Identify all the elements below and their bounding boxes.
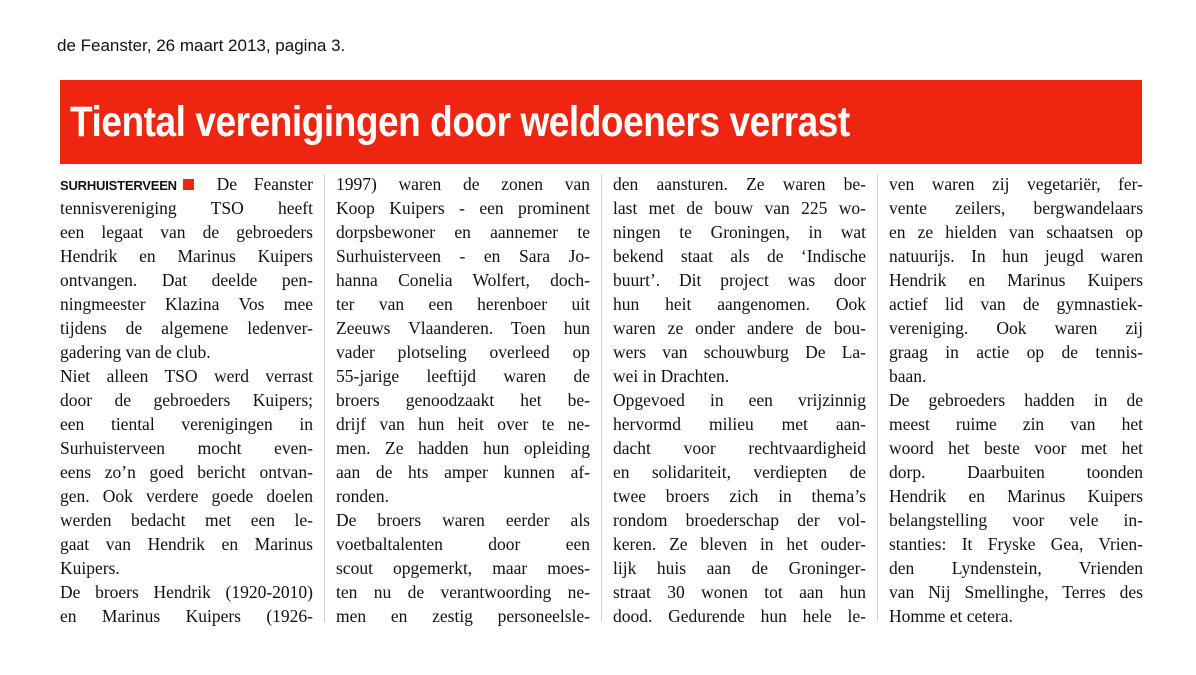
column-line: keren. Ze bleven in het ouder- (613, 534, 866, 554)
column-line: gadering van de club. (60, 342, 211, 362)
column-line: Hendrik en Marinus Kuipers (60, 246, 313, 266)
column-line: hanna Conelia Wolfert, doch- (336, 270, 590, 290)
column-line: 1997) waren de zonen van (336, 174, 590, 194)
column-line: men en zestig personeelsle- (336, 606, 590, 626)
column-line: drijf van hun heit over te ne- (336, 414, 590, 434)
column-line: tennisvereniging TSO heeft (60, 198, 313, 218)
column-line: straat 30 wonen tot aan hun (613, 582, 866, 602)
column-line: en ze hielden van schaatsen op (889, 222, 1143, 242)
column-line: werden bedacht met een le- (60, 510, 313, 530)
column-line: eens zo’n goed bericht ontvan- (60, 462, 313, 482)
column-line: wers van schouwburg De La- (613, 342, 866, 362)
column-line: ronden. (336, 486, 389, 506)
column-line: Opgevoed in een vrijzinnig (613, 390, 866, 410)
column-line (60, 172, 313, 196)
column-line: den aansturen. Ze waren be- (613, 174, 866, 194)
column-line: 55-jarige leeftijd waren de (336, 366, 590, 386)
column-line: hun heit aangenomen. Ook (613, 294, 866, 314)
column-line: meest ruime zin van het (889, 414, 1143, 434)
column-line: Koop Kuipers - een prominent (336, 198, 590, 218)
column-line: gen. Ook verdere goede doelen (60, 486, 313, 506)
column-line: ningen te Groningen, in wat (613, 222, 866, 242)
dateline: SURHUISTERVEEN (60, 178, 177, 193)
column-divider (601, 174, 602, 622)
column-line: stanties: It Fryske Gea, Vrien- (889, 534, 1143, 554)
column-line: Hendrik en Marinus Kuipers (889, 486, 1143, 506)
article-headline: Tiental verenigingen door weldoeners verrast (70, 98, 850, 146)
column-line: een tiental verenigingen in (60, 414, 313, 434)
column-line: Hendrik en Marinus Kuipers (889, 270, 1143, 290)
column-line: last met de bouw van 225 wo- (613, 198, 866, 218)
column-line: gaat van Hendrik en Marinus (60, 534, 313, 554)
column-line: dorp. Daarbuiten toonden (889, 462, 1143, 482)
column-line: De broers waren eerder als (336, 510, 590, 530)
article-column-4 (889, 172, 1143, 628)
source-citation: de Feanster, 26 maart 2013, pagina 3. (57, 36, 346, 55)
column-line: woord het beste voor met het (889, 438, 1143, 458)
article-column-3 (613, 172, 866, 628)
column-line: De broers Hendrik (1920-2010) (60, 582, 313, 602)
column-divider (877, 174, 878, 622)
column-line: scout opgemerkt, maar moes- (336, 558, 590, 578)
column-line: lijk huis aan de Groninger- (613, 558, 866, 578)
column-line: Surhuisterveen - en Sara Jo- (336, 246, 590, 266)
column-line: Surhuisterveen mocht even- (60, 438, 313, 458)
column-line: vader plotseling overleed op (336, 342, 590, 362)
column-line-text: De Feanster (216, 174, 313, 194)
column-line: graag in actie op de tennis- (889, 342, 1143, 362)
column-line: twee broers zich in thema’s (613, 486, 866, 506)
column-line: rondom broederschap der vol- (613, 510, 866, 530)
column-line: Niet alleen TSO werd verrast (60, 366, 313, 386)
column-line: en Marinus Kuipers (1926- (60, 606, 313, 626)
column-line: belangstelling voor vele in- (889, 510, 1143, 530)
column-line: van Nij Smellinghe, Terres des (889, 582, 1143, 602)
article-column-2 (336, 172, 590, 628)
column-line: dacht voor rechtvaardigheid (613, 438, 866, 458)
column-line: Kuipers. (60, 558, 120, 578)
column-line: ter van een herenboer uit (336, 294, 590, 314)
column-line: buurt’. Dit project was door (613, 270, 866, 290)
column-line: waren ze onder andere de bou- (613, 318, 866, 338)
column-line: men. Ze hadden hun opleiding (336, 438, 590, 458)
column-line: actief lid van de gymnastiek- (889, 294, 1143, 314)
column-line: aan de hts amper kunnen af- (336, 462, 590, 482)
column-line: baan. (889, 366, 927, 386)
column-line: broers genoodzaakt het be- (336, 390, 590, 410)
column-line: dood. Gedurende hun hele le- (613, 606, 866, 626)
column-line: vente zeilers, bergwandelaars (889, 198, 1143, 218)
column-line: Zeeuws Vlaanderen. Toen hun (336, 318, 590, 338)
red-square-icon (183, 179, 194, 190)
column-line: voetbaltalenten door een (336, 534, 590, 554)
column-line: den Lyndenstein, Vrienden (889, 558, 1143, 578)
column-line: tijdens de algemene ledenver- (60, 318, 313, 338)
column-line: bekend staat als de ‘Indische (613, 246, 866, 266)
column-line: hervormd milieu met aan- (613, 414, 866, 434)
column-divider (324, 174, 325, 622)
article-column-1 (60, 172, 313, 628)
column-line: wei in Drachten. (613, 366, 730, 386)
column-line: dorpsbewoner en aannemer te (336, 222, 590, 242)
column-line: ten nu de verantwoording ne- (336, 582, 590, 602)
column-line: ontvangen. Dat deelde pen- (60, 270, 313, 290)
column-line: Homme et cetera. (889, 606, 1013, 626)
column-line: ven waren zij vegetariër, fer- (889, 174, 1143, 194)
column-line: ningmeester Klazina Vos mee (60, 294, 313, 314)
column-line: door de gebroeders Kuipers; (60, 390, 313, 410)
column-line: een legaat van de gebroeders (60, 222, 313, 242)
column-line: vereniging. Ook waren zij (889, 318, 1143, 338)
column-line: en solidariteit, verdiepten de (613, 462, 866, 482)
column-line: De gebroeders hadden in de (889, 390, 1143, 410)
column-line: natuurijs. In hun jeugd waren (889, 246, 1143, 266)
